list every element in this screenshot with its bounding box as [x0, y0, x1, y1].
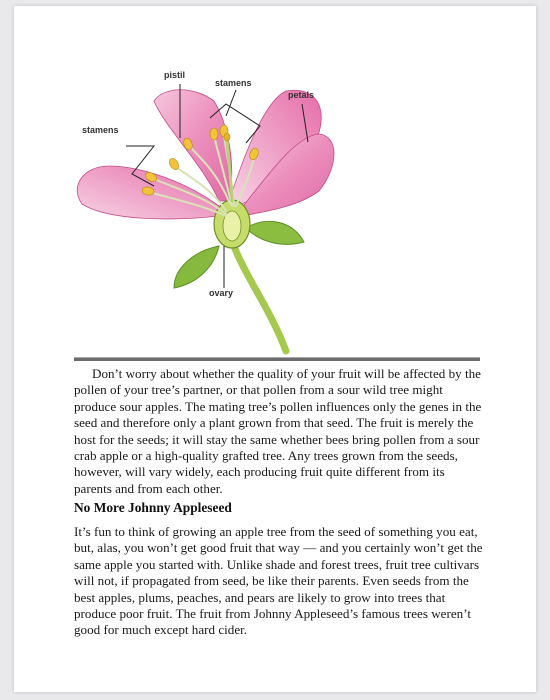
- label-ovary: ovary: [209, 288, 234, 298]
- book-page: [14, 6, 536, 692]
- flower-diagram: [14, 6, 536, 356]
- figure-divider: [74, 357, 480, 361]
- flower-illustration: [14, 6, 536, 356]
- body-paragraph-2: It’s fun to think of growing an apple tree from the seed of something you eat, but, alas, you won’t get good fruit that way — and you certainly won’t get the same apple you started with. Unlike shade and forest trees, fruit tree cultivars will not, if propagated from seed, be like their parents. Even seeds from the best apples, plums, peaches, and pears are likely to grow into trees that produce poor fruit. The fruit from Johnny Appleseed’s famous trees weren’t good for much except hard cider.: [74, 524, 483, 638]
- label-stamens-top: stamens: [215, 78, 252, 88]
- body-paragraph-1: Don’t worry about whether the quality of your fruit will be affected by the pollen of your tree’s partner, or that pollen from a sour wild tree might produce sour apples. The mating tree’s pollen influences only the genes in the seed and therefore only a plant grown from that seed. The fruit is merely the host for the seeds; it will stay the same whether bees bring pollen from a sour crab apple or a high-quality grafted tree. Any trees grown from the seeds, however, will vary widely, each producing fruit quite different from its parents and from each other.: [74, 366, 482, 496]
- label-stamens-left: stamens: [82, 125, 119, 135]
- label-petals: petals: [288, 90, 315, 100]
- label-pistil: pistil: [164, 70, 186, 80]
- section-heading: No More Johnny Appleseed: [74, 500, 232, 515]
